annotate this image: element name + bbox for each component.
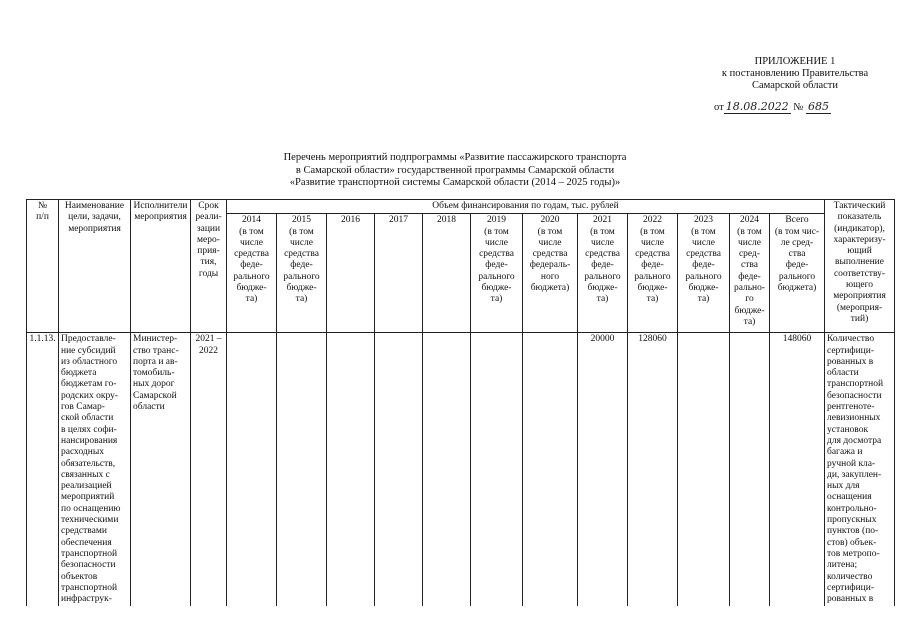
header-year-2016: 2016 [327, 214, 375, 333]
appendix-title: ПРИЛОЖЕНИЕ 1 [754, 56, 836, 67]
header-name: Наименование цели, задачи, мероприятия [59, 200, 131, 333]
header-row-1 [27, 200, 895, 214]
header-num: № п/п [27, 200, 59, 333]
row-value-2018 [423, 333, 471, 607]
header-year-2015: 2015 (в том числе средства феде- рального бюдже- та) [277, 214, 327, 333]
row-value-2019 [471, 333, 523, 607]
measures-table [26, 199, 895, 606]
number-prefix: № [793, 102, 804, 113]
row-value-2017 [375, 333, 423, 607]
row-value-2022: 128060 [628, 333, 678, 607]
table-row [27, 333, 895, 607]
document-title-line-1: Перечень мероприятий подпрограммы «Развитие пассажирского транспорта [283, 152, 627, 163]
header-year-2023: 2023 (в том числе средства феде- рального бюдже- та) [678, 214, 730, 333]
handwritten-number: 685 [807, 100, 829, 113]
row-num: 1.1.13. [27, 333, 59, 607]
row-value-2015 [277, 333, 327, 607]
row-executors: Министер- ство транс- порта и ав- томобиль- ных дорог Самарской области [131, 333, 191, 607]
header-funding-group: Объем финансирования по годам, тыс. рублей [227, 200, 825, 214]
row-value-2020 [523, 333, 578, 607]
row-value-2014 [227, 333, 277, 607]
appendix-line-2: к постановлению Правительства [721, 68, 869, 79]
row-term: 2021 – 2022 [191, 333, 227, 607]
header-term: Срок реали- зации меро- прия- тия, годы [191, 200, 227, 333]
header-year-2020: 2020 (в том числе средства федераль- ного бюджета) [523, 214, 578, 333]
appendix-line-3: Самарской области [752, 80, 838, 91]
header-executors: Исполнители мероприятия [131, 200, 191, 333]
header-year-2021: 2021 (в том числе средства феде- рального бюдже- та) [578, 214, 628, 333]
header-year-2024: 2024 (в том числе сред- ства феде- рально- го бюдже- та) [730, 214, 770, 333]
row-value-2023 [678, 333, 730, 607]
appendix-header [700, 56, 890, 92]
header-year-2022: 2022 (в том числе средства феде- рального бюдже- та) [628, 214, 678, 333]
row-value-2016 [327, 333, 375, 607]
header-indicator: Тактический показатель (индикатор), характеризу- ющий выполнение соответству- ющего мероприятия (мероприя- тий) [825, 200, 895, 333]
handwritten-date: 18.08.2022 [725, 100, 789, 113]
row-measure-name: Предоставле- ние субсидий из областного бюджета бюджетам го- родских окру- гов Самар- ской области в целях софи- нансирования расходных обязательств, связанных с реализацией мероприятий по оснащению техническими средствами обеспечения транспортной безопасности объектов транспортной инфраструк- [59, 333, 131, 607]
document-title [240, 152, 670, 190]
header-year-2019: 2019 (в том числе средства феде- рального бюдже- та) [471, 214, 523, 333]
document-title-line-3: «Развитие транспортной системы Самарской области (2014 – 2025 годы)» [289, 177, 621, 188]
header-year-2014: 2014 (в том числе средства феде- рального бюдже- та) [227, 214, 277, 333]
row-value-total: 148060 [770, 333, 825, 607]
header-year-2018: 2018 [423, 214, 471, 333]
row-indicator: Количество сертифици- рованных в области транспортной безопасности рентгеноте- левизионных установок для досмотра багажа и ручной кла- ди, закуплен- ных для оснащения контрольно- пропускных пунктов (по- стов) объек- тов метропо- литена; количество сертифици- рованных в [825, 333, 895, 607]
date-prefix: от [714, 102, 724, 113]
row-value-2021: 20000 [578, 333, 628, 607]
row-value-2024 [730, 333, 770, 607]
document-title-line-2: в Самарской области» государственной программы Самарской области [295, 164, 615, 176]
decree-reference [714, 100, 854, 113]
header-year-2017: 2017 [375, 214, 423, 333]
header-total: Всего (в том чис- ле сред- ства феде- рального бюджета) [770, 214, 825, 333]
